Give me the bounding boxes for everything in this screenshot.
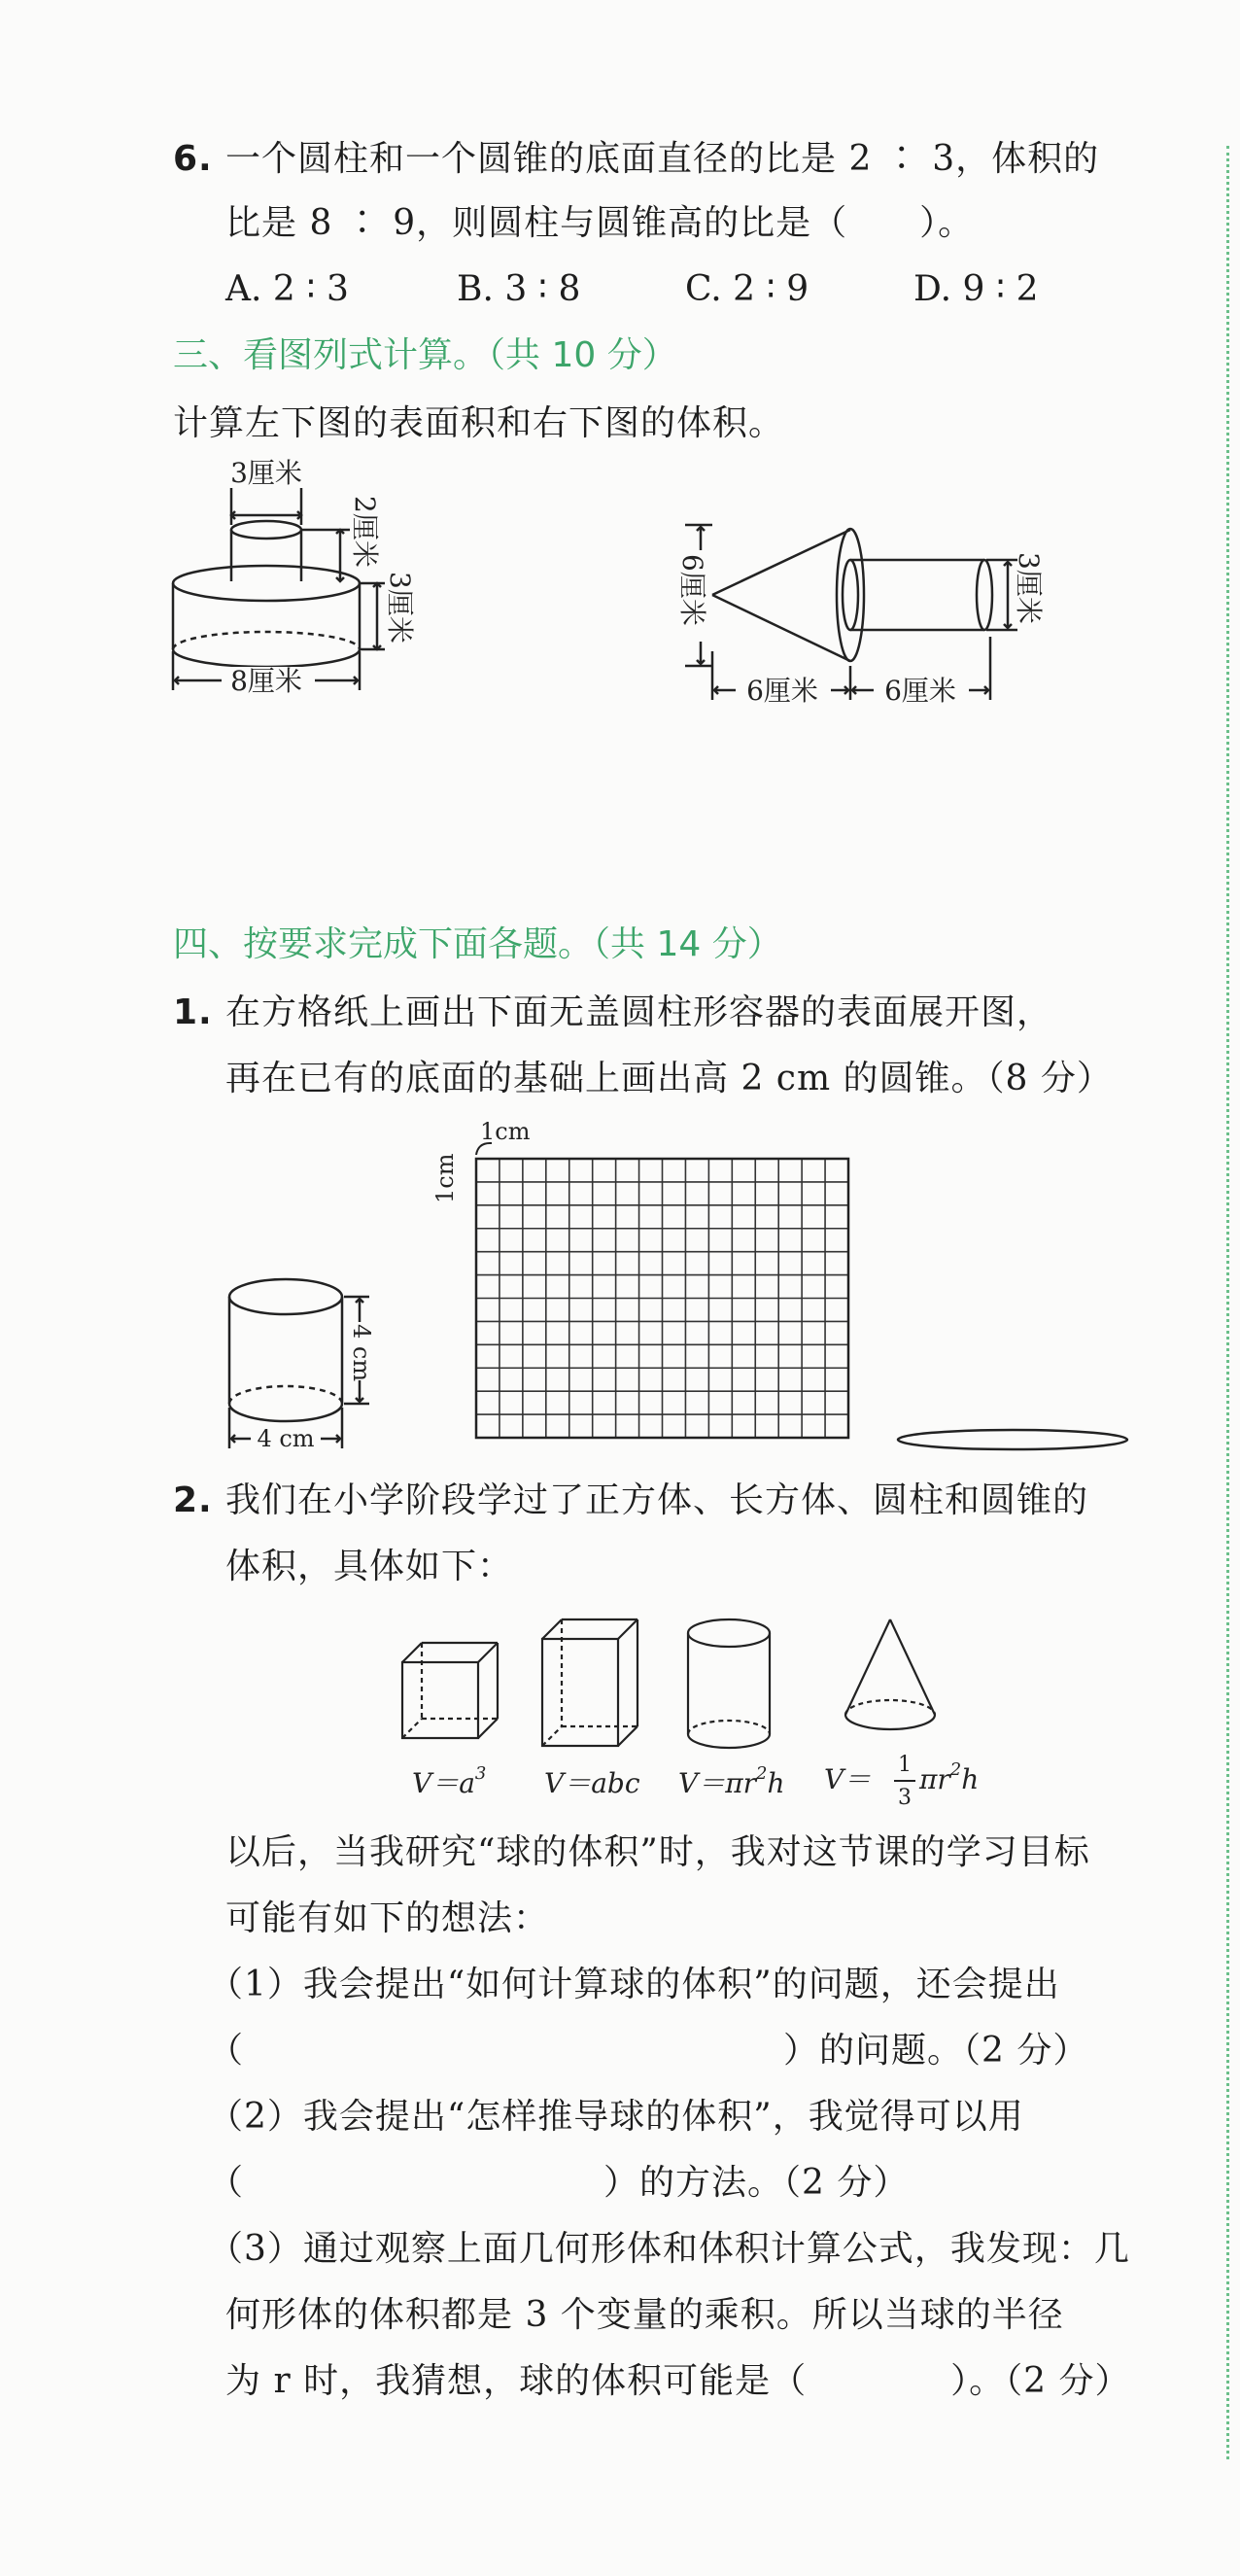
left-bottom-diameter-label: 8厘米 <box>230 665 302 697</box>
q6-line1: 一个圆柱和一个圆锥的底面直径的比是 2 ∶ 3，体积的 <box>225 139 1100 179</box>
cube-formula: $V=a^3$ <box>412 1763 487 1799</box>
cone-formula-lhs: V＝ <box>824 1763 872 1795</box>
left-top-diameter-label: 3厘米 <box>230 457 302 489</box>
s4q2-para1: 以后，当我研究“球的体积”时，我对这节课的学习目标 <box>225 1832 1090 1872</box>
grid-cell-height-label: 1cm <box>431 1153 459 1203</box>
cone-frac-num: 1 <box>898 1753 912 1777</box>
cylinder-formula: $V=\pi r^2h$ <box>678 1763 785 1799</box>
s4q2-part1-answer-blank[interactable]: （ ）的问题。（2 分） <box>208 2031 1089 2071</box>
cone-formula-rhs: $\pi r^2h$ <box>919 1759 980 1795</box>
cylinder-diameter-label: 4 cm <box>257 1425 315 1452</box>
cone-frac-den: 3 <box>898 1786 912 1810</box>
right-cylinder-length-label: 6厘米 <box>884 675 956 707</box>
q6-option-b[interactable]: B. 3 ∶ 8 <box>457 269 581 309</box>
right-cone-length-label: 6厘米 <box>746 675 818 707</box>
s4q2-part2-answer-blank[interactable]: （ ）的方法。（2 分） <box>208 2163 910 2203</box>
q6-option-d[interactable]: D. 9 ∶ 2 <box>913 269 1039 309</box>
s4q2-para2: 可能有如下的想法： <box>225 1898 550 1938</box>
left-bottom-height-label: 3厘米 <box>384 572 416 644</box>
s4q1-number: 1. <box>173 992 213 1032</box>
s4q2-part3-line1: （3）通过观察上面几何形体和体积计算公式，我发现：几 <box>208 2229 1130 2269</box>
s4q1-line2: 再在已有的底面的基础上画出高 2 cm 的圆锥。（8 分） <box>225 1059 1113 1098</box>
right-cylinder-diameter-label: 3厘米 <box>1013 552 1045 624</box>
open-cylinder-figure <box>214 1264 408 1458</box>
q6-number: 6. <box>173 139 213 179</box>
right-cone-diameter-label: 6厘米 <box>676 554 708 626</box>
grid-cell-width-label: 1cm <box>480 1118 531 1145</box>
s4q2-line1: 我们在小学阶段学过了正方体、长方体、圆柱和圆锥的 <box>225 1480 1089 1520</box>
section4-title: 四、按要求完成下面各题。（共 14 分） <box>173 924 782 964</box>
section3-title: 三、看图列式计算。（共 10 分） <box>173 335 677 375</box>
q6-option-c[interactable]: C. 2 ∶ 9 <box>685 269 809 309</box>
cone-cylinder-figure <box>666 505 1093 719</box>
grid-paper[interactable] <box>418 1116 855 1446</box>
cuboid-formula: V＝abc <box>544 1767 640 1799</box>
s4q2-part1-line1: （1）我会提出“如何计算球的体积”的问题，还会提出 <box>208 1965 1060 2004</box>
stacked-cylinders-figure <box>155 457 447 719</box>
s4q2-part3-answer-blank[interactable]: 为 r 时，我猜想，球的体积可能是（ ）。（2 分） <box>225 2361 1131 2401</box>
section3-instruction: 计算左下图的表面积和右下图的体积。 <box>173 403 785 443</box>
s4q1-line1: 在方格纸上画出下面无盖圆柱形容器的表面展开图， <box>225 992 1053 1032</box>
q6-option-a[interactable]: A. 2 ∶ 3 <box>225 269 349 309</box>
cone-base-ellipse[interactable] <box>894 1425 1137 1454</box>
s4q2-line2: 体积，具体如下： <box>225 1547 514 1586</box>
s4q2-part2-line1: （2）我会提出“怎样推导球的体积”，我觉得可以用 <box>208 2097 1024 2137</box>
margin-dotted-rule <box>1226 146 1229 2459</box>
s4q2-number: 2. <box>173 1480 213 1520</box>
cylinder-height-label: 4 cm <box>348 1324 375 1382</box>
q6-line2: 比是 8 ∶ 9，则圆柱与圆锥高的比是（ ）。 <box>225 203 975 243</box>
solids-figure <box>389 1604 1030 1818</box>
s4q2-part3-line2: 何形体的体积都是 3 个变量的乘积。所以当球的半径 <box>225 2295 1064 2335</box>
left-top-height-label: 2厘米 <box>349 496 381 568</box>
